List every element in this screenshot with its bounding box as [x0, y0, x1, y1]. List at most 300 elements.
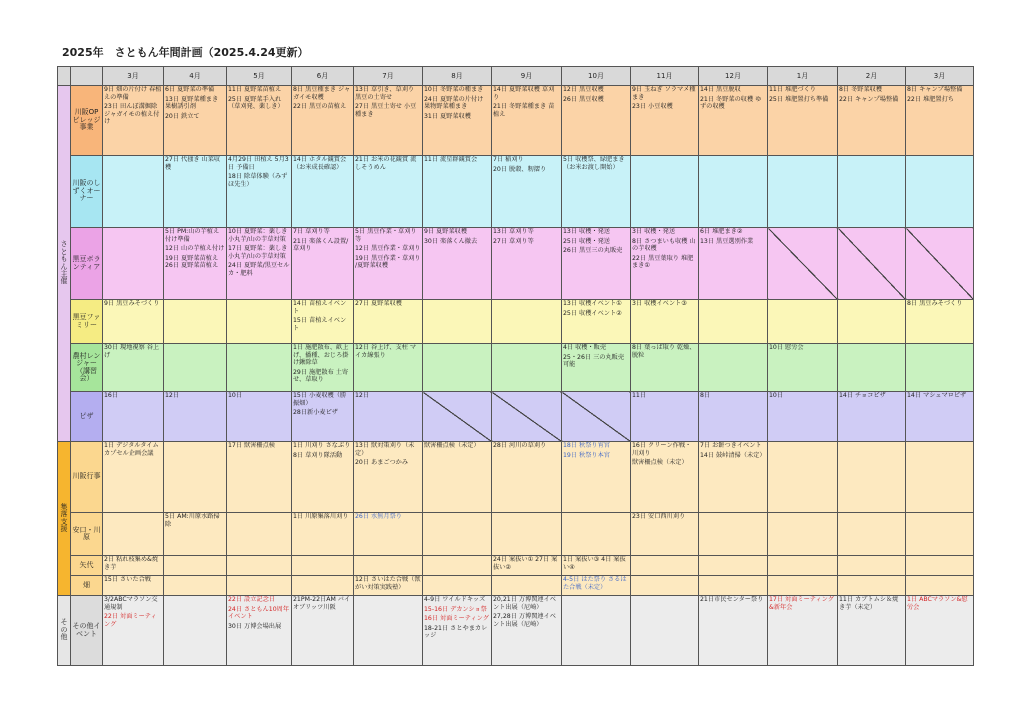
schedule-cell [354, 300, 423, 344]
schedule-cell [423, 556, 492, 576]
group-label: その他 [58, 596, 71, 666]
schedule-cell [227, 442, 292, 513]
schedule-cell [699, 442, 768, 513]
schedule-cell [164, 513, 227, 556]
schedule-entry: 30日 現地視察 谷上げ [104, 344, 160, 359]
schedule-cell [838, 156, 906, 228]
schedule-cell [227, 228, 292, 300]
schedule-entry: 7日 稲刈り [493, 156, 524, 163]
schedule-cell [768, 86, 838, 156]
month-header: 3月 [906, 67, 974, 86]
schedule-cell [906, 442, 974, 513]
schedule-cell [164, 556, 227, 576]
schedule-cell [103, 344, 164, 392]
schedule-cell [838, 576, 906, 596]
schedule-entry: 11日 カブトムシ＆焼き芋（未定） [839, 596, 899, 611]
schedule-cell [492, 344, 562, 392]
schedule-cell [838, 392, 906, 442]
schedule-entry: 18日 除草体験（みずほ先生） [228, 173, 288, 188]
schedule-entry: 6日 夏野菜の準備 [165, 86, 215, 93]
row-label: ピザ [71, 392, 103, 442]
schedule-cell [423, 156, 492, 228]
schedule-cell [631, 513, 699, 556]
schedule-cell [838, 300, 906, 344]
schedule-cell [631, 344, 699, 392]
schedule-cell [164, 86, 227, 156]
schedule-entry: 23日 小豆収穫 [632, 103, 673, 111]
schedule-entry: 19日 夏野菜苗植え 26日 夏野菜苗植え [165, 254, 219, 270]
schedule-cell [354, 596, 423, 666]
schedule-entry: 15日 苗植えイベント [293, 317, 347, 332]
schedule-cell [423, 513, 492, 556]
month-header: 6月 [292, 67, 354, 86]
schedule-entry: 21日市民センター祭り [700, 596, 764, 603]
schedule-entry: 20日 脱穀、籾摺り [493, 165, 547, 173]
schedule-cell [699, 556, 768, 576]
schedule-entry: 17日 対面ミーティング&新年会 [769, 596, 834, 611]
schedule-entry: 25日 収穫イベント② [563, 309, 622, 317]
schedule-entry: 21日 冬野菜種まき 苗植え [493, 103, 555, 118]
schedule-cell [164, 442, 227, 513]
schedule-cell [492, 513, 562, 556]
schedule-entry: 9日 玉ねぎ ソラマメ種まき [632, 86, 696, 101]
plan-row [58, 442, 974, 513]
schedule-cell [292, 156, 354, 228]
schedule-entry: 27日 夏野菜収穫 [355, 300, 402, 307]
schedule-entry: 22日 黒豆の苗植え [293, 103, 347, 111]
schedule-entry: 9日 畑の片付け 春植えの準備 [104, 86, 162, 101]
schedule-cell [699, 156, 768, 228]
schedule-cell [838, 344, 906, 392]
schedule-entry: 14日 マシュマロピザ [907, 392, 967, 399]
schedule-cell [292, 392, 354, 442]
schedule-cell [423, 576, 492, 596]
schedule-entry: 21日 楽落くん設置/草刈り [293, 237, 349, 253]
schedule-entry: 10日 [228, 392, 243, 399]
schedule-cell [227, 556, 292, 576]
schedule-cell [103, 300, 164, 344]
plan-row [58, 596, 974, 666]
plan-row [58, 392, 974, 442]
schedule-cell [631, 392, 699, 442]
month-header: 5月 [227, 67, 292, 86]
schedule-cell [492, 156, 562, 228]
schedule-cell [906, 392, 974, 442]
schedule-cell [562, 596, 631, 666]
schedule-cell [906, 156, 974, 228]
schedule-entry: 27日 草刈り等 [493, 237, 534, 245]
schedule-entry: 4-9日 ワイルドキッズ [424, 596, 486, 603]
schedule-entry: 22日 対面ミーティング [104, 613, 157, 628]
schedule-cell [227, 596, 292, 666]
row-label: 安口・川原 [71, 513, 103, 556]
schedule-cell [227, 513, 292, 556]
schedule-entry: 獣害柵点検（未定） [424, 442, 480, 449]
schedule-cell [492, 228, 562, 300]
schedule-entry: 10日 冬野菜の種まき [424, 86, 484, 93]
schedule-entry: 11日 堆肥づくり [769, 86, 816, 93]
schedule-entry: 24日 さともん10周年イベント [228, 605, 290, 621]
schedule-cell [354, 344, 423, 392]
schedule-entry: 13日 黒豆選別作業 [700, 237, 754, 245]
corner-cell [58, 67, 71, 86]
schedule-entry: 7日 草刈り等 [293, 228, 330, 235]
schedule-cell [423, 596, 492, 666]
schedule-cell [492, 576, 562, 596]
schedule-cell [354, 86, 423, 156]
schedule-cell [292, 513, 354, 556]
schedule-cell [492, 556, 562, 576]
schedule-entry: 1日 川刈り さなぶり [293, 442, 351, 449]
schedule-cell [631, 228, 699, 300]
schedule-cell [492, 392, 562, 442]
schedule-entry: 19日 秋祭り本宮 [563, 451, 610, 459]
schedule-entry: 22日 設立記念日 [228, 596, 275, 603]
schedule-entry: 18日 秋祭り宵宮 [563, 442, 610, 449]
row-label: 川阪行事 [71, 442, 103, 513]
schedule-entry: 14日 夏野菜収穫 草刈り [493, 86, 555, 101]
schedule-entry: 15日 小麦収穫（勝振畑） [293, 392, 347, 407]
schedule-entry: 5日 収穫祭、緑肥まき（お米お渡し開始） [563, 156, 625, 171]
schedule-entry: 25日 堆肥置打ち準備 [769, 95, 829, 103]
schedule-cell [164, 344, 227, 392]
plan-row [58, 576, 974, 596]
schedule-entry: 25日 収穫・発送 [563, 237, 610, 245]
schedule-cell [292, 300, 354, 344]
schedule-entry: 9日 夏野菜収穫 [424, 228, 468, 235]
schedule-cell [631, 556, 699, 576]
schedule-entry: 17日 獣害柵点検 [228, 442, 275, 449]
schedule-cell [631, 156, 699, 228]
month-header: 1月 [768, 67, 838, 86]
schedule-cell [906, 300, 974, 344]
schedule-cell [103, 156, 164, 228]
schedule-cell [103, 576, 164, 596]
schedule-entry: 10日 [769, 392, 784, 399]
schedule-cell [423, 228, 492, 300]
month-header: 7月 [354, 67, 423, 86]
schedule-cell [354, 556, 423, 576]
schedule-entry: 1日 案抜い③ 4日 案抜い④ [563, 556, 626, 571]
schedule-cell [699, 392, 768, 442]
schedule-entry: 30日 万博会場出展 [228, 622, 282, 630]
schedule-cell [562, 576, 631, 596]
annual-plan-table [57, 66, 974, 666]
schedule-entry: 1日 施肥散布、畝上げ、播種、おじろ掛け鍬除草 [293, 344, 349, 367]
schedule-cell [103, 392, 164, 442]
schedule-cell [906, 576, 974, 596]
schedule-entry: 14日 ホタル観賞会（お米成長確認） [293, 156, 347, 171]
schedule-entry: 31日 夏野菜収穫 [424, 112, 471, 120]
schedule-entry: 4月29日 田植え 5月3日 予備日 [228, 156, 289, 171]
schedule-cell [768, 344, 838, 392]
schedule-cell [103, 228, 164, 300]
schedule-entry: 24日 案抜い① 27日 案抜い② [493, 556, 558, 571]
plan-row [58, 513, 974, 556]
schedule-cell [292, 442, 354, 513]
schedule-entry: 22日 キャンプ場整備 [839, 95, 899, 103]
month-header: 3月 [103, 67, 164, 86]
schedule-cell [906, 344, 974, 392]
schedule-cell [164, 300, 227, 344]
schedule-entry: 13日 草引き、草刈り 黒豆の土寄せ [355, 86, 415, 101]
schedule-entry: 22日 堆肥置打ち [907, 95, 954, 103]
schedule-cell [699, 513, 768, 556]
schedule-entry: 1日 川原集落川刈り [293, 513, 349, 520]
schedule-cell [227, 86, 292, 156]
schedule-entry: 5日 PM:山の芋植え付け準備 [165, 228, 220, 243]
schedule-cell [423, 300, 492, 344]
schedule-entry: 1日 デジタルタイムカプセル企画会議 [104, 442, 159, 457]
schedule-entry: 18-21日 さとやまカレッジ [424, 624, 488, 640]
schedule-entry: 19日 黒豆作業・草刈り /夏野菜収穫 [355, 254, 421, 270]
schedule-entry: 22日 黒豆葉取り 堆肥まき① [632, 254, 694, 270]
schedule-entry: 29日 施肥散布 土寄せ、草取り [293, 368, 349, 384]
schedule-cell [562, 86, 631, 156]
schedule-entry: 8日 [700, 392, 711, 399]
schedule-entry: 3日 収穫イベント③ [632, 300, 687, 307]
schedule-cell [699, 596, 768, 666]
schedule-cell [423, 442, 492, 513]
schedule-entry: 14日 鼓峠清掃（未定） [700, 451, 766, 459]
schedule-entry: 10日 慰労会 [769, 344, 804, 351]
row-label: 農村レンジャー（講習会） [71, 344, 103, 392]
schedule-cell [292, 228, 354, 300]
schedule-entry: 27日 黒豆土寄せ 小豆種まき [355, 103, 417, 118]
schedule-cell [354, 392, 423, 442]
schedule-entry: 5日 AM:川原水路掃除 [165, 513, 220, 528]
plan-row [58, 300, 974, 344]
schedule-entry: 27日 代掻き 山菜収穫 [165, 156, 221, 171]
schedule-cell [354, 156, 423, 228]
schedule-cell [103, 596, 164, 666]
schedule-entry: 8日 葉っぱ取り 乾燥、脱粒 [632, 344, 696, 359]
corner-cell [71, 67, 103, 86]
schedule-entry: 8日 キャンプ場整備 [907, 86, 963, 93]
month-header: 8月 [423, 67, 492, 86]
plan-row [58, 344, 974, 392]
schedule-cell [699, 576, 768, 596]
schedule-entry: 12日 [355, 392, 370, 399]
row-label: その他イベント [71, 596, 103, 666]
schedule-entry: 5日 黒豆作業・草刈り等 [355, 228, 417, 243]
schedule-entry: 26日 黒豆収穫 [563, 95, 604, 103]
schedule-cell [562, 300, 631, 344]
schedule-entry: 28日 河川の草刈り [493, 442, 547, 449]
schedule-entry: 4-5日 はた祭り さるはた合戦（未定） [563, 576, 627, 591]
schedule-cell [906, 86, 974, 156]
schedule-cell [768, 156, 838, 228]
schedule-cell [631, 442, 699, 513]
schedule-entry: 8日 冬野菜収穫 [839, 86, 883, 93]
month-header: 12月 [699, 67, 768, 86]
row-label: 黒豆ファミリー [71, 300, 103, 344]
schedule-cell [103, 86, 164, 156]
schedule-cell [354, 513, 423, 556]
schedule-entry: 11日 夏野菜苗植え [228, 86, 282, 93]
schedule-entry: 14日 チョコピザ [839, 392, 886, 399]
schedule-cell [768, 576, 838, 596]
schedule-entry: 25・26日 三の丸販売 可能 [563, 353, 625, 369]
schedule-cell [768, 513, 838, 556]
schedule-cell [906, 228, 974, 300]
schedule-entry: 13日 収穫・発送 [563, 228, 610, 235]
schedule-cell [631, 576, 699, 596]
schedule-cell [227, 576, 292, 596]
schedule-cell [838, 596, 906, 666]
schedule-entry: 13日 草刈り等 [493, 228, 534, 235]
schedule-cell [838, 513, 906, 556]
plan-row [58, 556, 974, 576]
schedule-cell [292, 344, 354, 392]
row-label: 畑 [71, 576, 103, 596]
schedule-entry: 27,28日 万博関連イベント出展（尼崎） [493, 613, 556, 628]
schedule-cell [768, 556, 838, 576]
schedule-cell [631, 300, 699, 344]
schedule-cell [562, 228, 631, 300]
schedule-cell [906, 596, 974, 666]
schedule-entry: 15日 さいた合戦 [104, 576, 151, 583]
schedule-cell [768, 442, 838, 513]
schedule-cell [562, 442, 631, 513]
schedule-cell [699, 228, 768, 300]
schedule-cell [562, 156, 631, 228]
schedule-cell [699, 86, 768, 156]
schedule-entry: 14日 苗植えイベント [293, 300, 347, 315]
schedule-cell [768, 228, 838, 300]
row-label: 矢代 [71, 556, 103, 576]
schedule-entry: 12日 さいはた合戦（獣がい対策実践塾） [355, 576, 421, 591]
month-header: 11月 [631, 67, 699, 86]
month-header: 4月 [164, 67, 227, 86]
schedule-entry: 7日 お餅つきイベント [700, 442, 762, 449]
schedule-entry: 26日 黒豆三の丸販売 [563, 247, 623, 255]
schedule-cell [292, 576, 354, 596]
schedule-entry: 3/2ABCマラソン交通規制 [104, 596, 158, 611]
schedule-cell [292, 596, 354, 666]
schedule-entry: 20日 鉄立て [165, 112, 200, 120]
schedule-cell [164, 596, 227, 666]
month-header: 2月 [838, 67, 906, 86]
schedule-cell [631, 86, 699, 156]
schedule-entry: 20日 あまごつかみ [355, 459, 409, 467]
schedule-cell [354, 576, 423, 596]
schedule-cell [492, 86, 562, 156]
schedule-entry: 13日 獣対策刈り（未定） [355, 442, 415, 457]
schedule-entry: 8日 さつまいも収穫 山の芋収穫 [632, 237, 696, 253]
schedule-cell [354, 228, 423, 300]
schedule-cell [423, 392, 492, 442]
schedule-entry: 14日 黒豆脱収 [700, 86, 741, 93]
schedule-entry: 10日 夏野菜：薬しき小丸芋/山の芋草対策 [228, 228, 288, 243]
page-title: 2025年 さともん年間計画（2025.4.24更新） [62, 46, 309, 59]
schedule-cell [292, 556, 354, 576]
schedule-entry: 24日 夏野菜/黒豆セルカ・肥料 [228, 262, 290, 277]
schedule-cell [103, 513, 164, 556]
schedule-entry: 21日 冬野菜の収穫 ゆずの収穫 [700, 95, 762, 111]
schedule-entry: 16日 クリーン作戦・川刈り [632, 442, 692, 457]
schedule-cell [227, 344, 292, 392]
schedule-entry: 12日 [165, 392, 180, 399]
schedule-entry: 25日 夏野菜手入れ（草刈発、薬しき） [228, 95, 284, 111]
schedule-cell [227, 300, 292, 344]
schedule-cell [164, 576, 227, 596]
schedule-entry: 13日 収穫イベント① [563, 300, 622, 307]
plan-row [58, 156, 974, 228]
schedule-entry: 20,21日 万博関連イベント出展（尼崎） [493, 596, 556, 611]
row-label: 川阪のしずくオーナー [71, 156, 103, 228]
schedule-cell [838, 228, 906, 300]
month-header: 9月 [492, 67, 562, 86]
schedule-entry: 12日 山の芋植え付け [165, 245, 225, 253]
schedule-entry: 28日新小麦ピザ [293, 409, 338, 417]
row-label: 黒豆ボランティア [71, 228, 103, 300]
schedule-cell [562, 392, 631, 442]
schedule-cell [562, 344, 631, 392]
schedule-entry: 獣害柵点検（未定） [632, 459, 688, 467]
schedule-cell [292, 86, 354, 156]
group-label: さともん主催 [58, 86, 71, 442]
schedule-cell [354, 442, 423, 513]
schedule-cell [768, 392, 838, 442]
schedule-cell [164, 156, 227, 228]
row-label: 川阪OPビレッジ事業 [71, 86, 103, 156]
schedule-cell [906, 513, 974, 556]
schedule-entry: 30日 楽落くん撤去 [424, 237, 478, 245]
schedule-entry: 2日 粘れ枝集め&焼き芋 [104, 556, 159, 571]
schedule-cell [838, 86, 906, 156]
schedule-cell [768, 300, 838, 344]
schedule-cell [164, 392, 227, 442]
schedule-cell [492, 300, 562, 344]
schedule-entry: 12日 黒豆収穫 [563, 86, 604, 93]
schedule-entry: 11日 [632, 392, 647, 399]
schedule-entry: 15-16日 デカンショ祭 [424, 605, 487, 613]
group-label: 集落支援 [58, 442, 71, 596]
schedule-entry: 11日 流星群観賞会 [424, 156, 478, 163]
schedule-cell [103, 442, 164, 513]
schedule-cell [227, 156, 292, 228]
schedule-entry: 3日 収穫・発送 [632, 228, 676, 235]
schedule-cell [227, 392, 292, 442]
month-header: 10月 [562, 67, 631, 86]
schedule-cell [838, 442, 906, 513]
schedule-entry: 13日 夏野菜種まき 果樹誘引剤 [165, 95, 219, 111]
schedule-entry: 21PM-22日AM バイオブリッツ川阪 [293, 596, 351, 611]
schedule-entry: 12日 谷上げ、支柱 マイカ線張り [355, 344, 417, 359]
schedule-entry: 16日 対面ミーティング [424, 615, 489, 623]
schedule-cell [492, 596, 562, 666]
schedule-entry: 17日 夏野菜：薬しき小丸芋/山の芋草対策 [228, 245, 288, 260]
schedule-entry: 6日 堆肥まき② [700, 228, 743, 235]
schedule-entry: 8日 黒豆種まき ジャガイモ収穫 [293, 86, 351, 101]
schedule-cell [838, 556, 906, 576]
schedule-cell [768, 596, 838, 666]
schedule-cell [103, 556, 164, 576]
schedule-entry: 26日 水無月祭り [355, 513, 402, 520]
schedule-cell [699, 300, 768, 344]
schedule-cell [492, 442, 562, 513]
plan-row [58, 228, 974, 300]
schedule-entry: 21日 お米の花観賞 流しそうめん [355, 156, 417, 171]
schedule-entry: 1日 ABCマラソン&慰労会 [907, 596, 968, 611]
schedule-cell [699, 344, 768, 392]
month-header-row [58, 67, 974, 86]
schedule-entry: 24日 夏野菜の片付け 果物野菜種まき [424, 95, 484, 111]
plan-row [58, 86, 974, 156]
schedule-cell [562, 556, 631, 576]
schedule-entry: 4日 収穫・販売 [563, 344, 607, 351]
